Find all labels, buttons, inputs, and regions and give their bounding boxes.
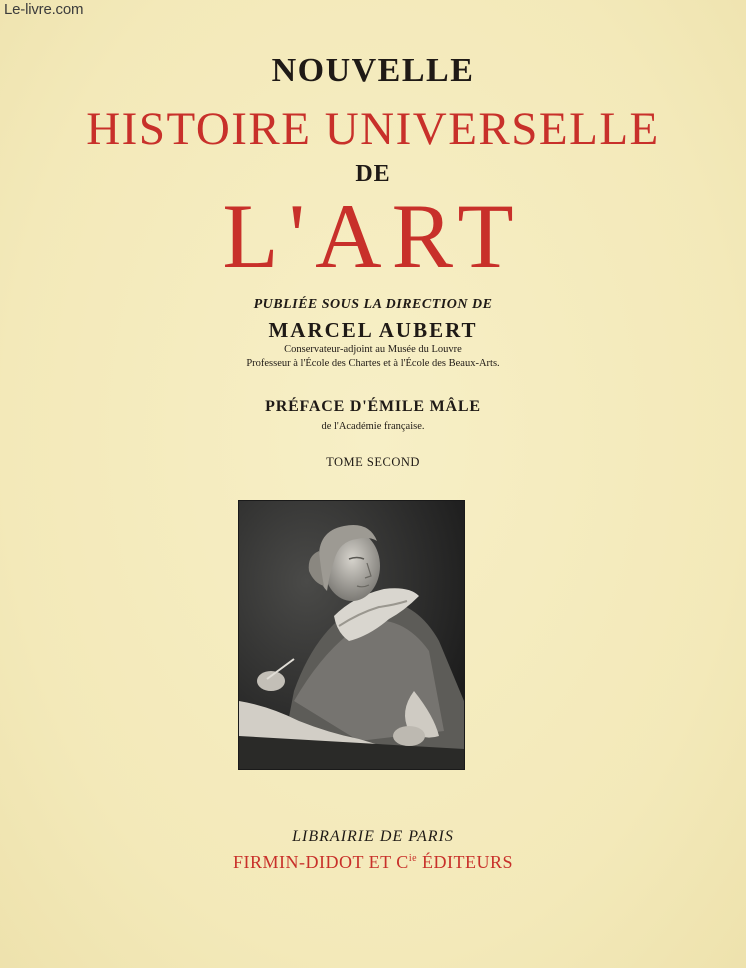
title-histoire-universelle: HISTOIRE UNIVERSELLE <box>86 103 660 155</box>
watermark: Le-livre.com <box>4 1 84 18</box>
portrait-plate <box>239 501 464 769</box>
author-role-2: Professeur à l'École des Chartes et à l'École des Beaux-Arts. <box>246 358 500 369</box>
preface-affiliation: de l'Académie française. <box>321 421 425 432</box>
publisher-name: FIRMIN-DIDOT ET C <box>232 852 409 872</box>
publisher-superscript: ie <box>408 853 418 864</box>
title-lart: L'ART <box>222 185 524 287</box>
volume-label: TOME SECOND <box>326 455 420 469</box>
author-name: MARCEL AUBERT <box>268 318 478 342</box>
title-de: DE <box>355 161 391 187</box>
author-role-1: Conservateur-adjoint au Musée du Louvre <box>284 344 462 355</box>
portrait-illustration <box>239 501 464 769</box>
direction-label: PUBLIÉE SOUS LA DIRECTION DE <box>253 297 493 312</box>
publisher-line-2 <box>0 852 746 873</box>
publisher-editeurs: ÉDITEURS <box>417 852 514 872</box>
publisher-line-1: LIBRAIRIE DE PARIS <box>292 828 454 845</box>
preface-label: PRÉFACE D'ÉMILE MÂLE <box>265 398 481 415</box>
title-nouvelle: NOUVELLE <box>271 52 475 89</box>
